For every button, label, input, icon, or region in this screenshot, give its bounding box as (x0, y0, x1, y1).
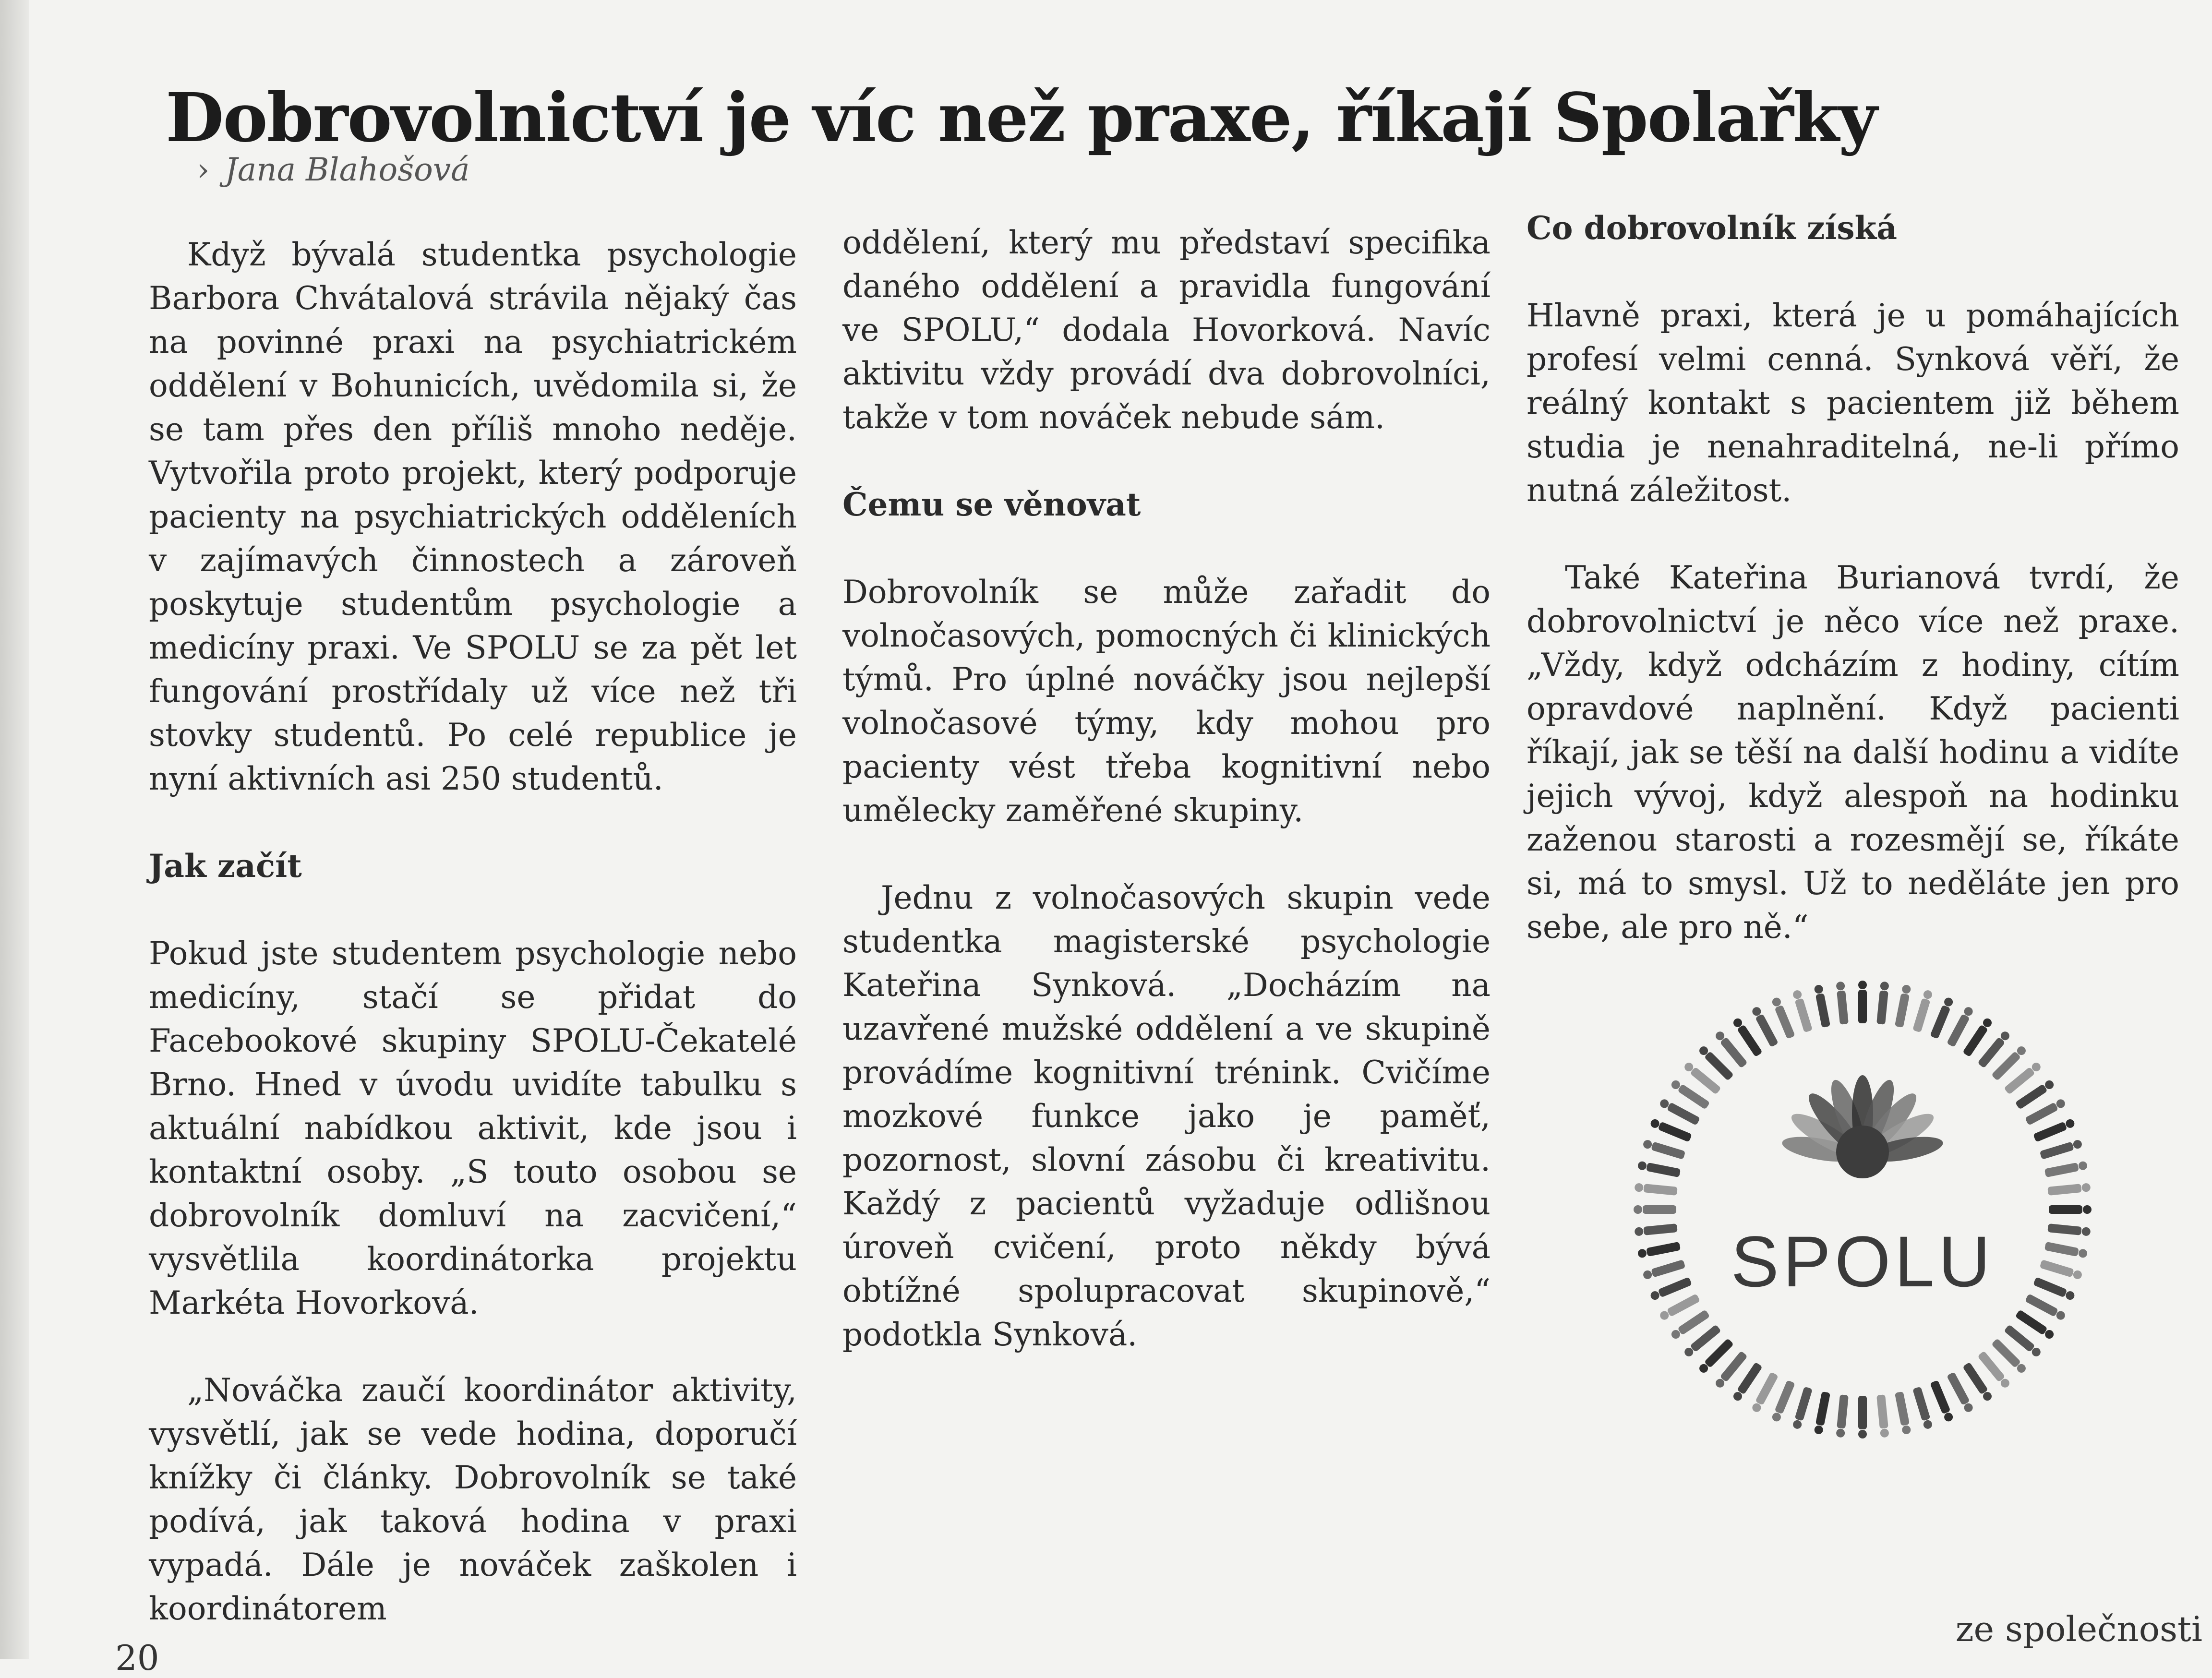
person-figure (1649, 1118, 1692, 1142)
column-3 (1527, 206, 2179, 949)
author-name: Jana Blahošová (225, 151, 470, 188)
paragraph: Také Kateřina Burianová tvrdí, že dobrovolnictví je něco více než praxe. „Vždy, když odcházím z hodiny, cítím opravdové naplnění. Když pacienti říkají, jak se těší na další hodinu a vidíte jejich vývoj, když alespoň na hodinku zaženou starosti a rozesmějí se, říkáte si, má to smysl. Už to neděláte jen pro sebe, ale pro ně.“ (1527, 559, 2179, 946)
paragraph: Hlavně praxi, která je u pomáhajících profesí velmi cenná. Synková věří, že reálný kontakt s pacientem již během studia je nenahraditelná, ne-li přímo nutná záležitost. (1527, 297, 2179, 509)
author-arrow-icon: › (197, 151, 210, 188)
person-figure (1642, 1259, 1685, 1280)
column-1 (149, 233, 797, 1630)
person-figure (1876, 981, 1889, 1024)
person-figure (1814, 1391, 1830, 1435)
author-line (197, 151, 470, 188)
subheading-co-dobrovolnik-ziska: Co dobrovolník získá (1527, 209, 1898, 247)
person-figure (1792, 989, 1813, 1032)
person-figure (1858, 1396, 1867, 1438)
person-figure (1895, 1391, 1911, 1435)
person-figure (1637, 1242, 1681, 1258)
paragraph: Když bývalá studentka psychologie Barbora Chvátalová strávila nějaký čas na povinné praxi na psychiatrickém oddělení v Bohunicích, uvědomila si, že se tam přes den příliš mnoho neděje. Vytvořila proto projekt, který podporuje pacienty na psychiatrických odděleních v zajímavých činnostech a zároveň poskytuje studentům psychologie a medicíny praxi. Ve SPOLU se za pět let fungování prostřídaly už více než tři stovky studentů. Po celé republice je nyní aktivních asi 250 studentů. (149, 236, 797, 797)
person-figure (1792, 1387, 1813, 1430)
paragraph: Dobrovolník se může zařadit do volnočasových, pomocných či klinických týmů. Pro úplné nováčky jsou nejlepší volnočasové týmy, kdy mohou pro pacienty vést třeba kognitivní nebo umělecky zaměřené skupiny. (842, 574, 1491, 829)
person-figure (2044, 1161, 2088, 1177)
subheading-cemu-se-venovat: Čemu se věnovat (842, 486, 1141, 523)
person-figure (2049, 1205, 2092, 1214)
person-figure (1814, 984, 1830, 1028)
people-ring (1634, 981, 2092, 1438)
page-edge (0, 0, 29, 1659)
person-figure (2047, 1183, 2091, 1196)
spolu-logo-icon (1632, 960, 2093, 1459)
person-figure (2033, 1118, 2076, 1142)
palm-center (1836, 1126, 1889, 1178)
paragraph: „Nováčka zaučí koordinátor aktivity, vysvětlí, jak se vede hodina, doporučí knížky či články. Dobrovolník se také podívá, jak taková hodina v praxi vypadá. Dále je nováček zaškolen i koordinátorem (149, 1372, 797, 1627)
person-figure (1649, 1277, 1692, 1301)
person-figure (1642, 1139, 1685, 1160)
paragraph: Pokud jste studentem psychologie nebo medicíny, stačí se přidat do Facebookové skupiny SPOLU-Čekatelé Brno. Hned v úvodu uvidíte tabulku s aktuální nabídkou aktivit, kde jsou i kontaktní osoby. „S touto osobou se dobrovolník domluví na zacvičení,“ vysvětlila koordinátorka projektu Markéta Hovorková. (149, 935, 797, 1321)
logo-text: SPOLU (1731, 1221, 1995, 1302)
person-figure (1836, 981, 1849, 1024)
person-figure (2040, 1139, 2083, 1160)
person-figure (2033, 1277, 2076, 1301)
column-2 (842, 221, 1491, 1356)
hands-icon (1780, 1075, 1945, 1178)
person-figure (2040, 1259, 2083, 1280)
person-figure (1930, 996, 1954, 1039)
person-figure (1634, 1205, 1676, 1214)
person-figure (1912, 1387, 1933, 1430)
paragraph: oddělení, který mu představí specifika daného oddělení a pravidla fungování ve SPOLU,“ dodala Hovorková. Navíc aktivitu vždy provádí dva dobrovolníci, takže v tom nováček nebude sám. (842, 224, 1491, 436)
article-title: Dobrovolnictví je víc než praxe, říkají Spolařky (166, 78, 1876, 157)
section-label: ze společnosti (1955, 1609, 2202, 1649)
person-figure (2044, 1242, 2088, 1258)
person-figure (1876, 1394, 1889, 1438)
person-figure (1634, 1183, 1677, 1196)
spolu-logo-graphic (1632, 960, 2093, 1459)
person-figure (1858, 981, 1867, 1023)
person-figure (1895, 984, 1911, 1028)
subheading-jak-zacit: Jak začít (149, 847, 302, 885)
person-figure (1771, 996, 1795, 1039)
page-number: 20 (115, 1638, 159, 1678)
paragraph: Jednu z volnočasových skupin vede studentka magisterské psychologie Kateřina Synková. „Docházím na uzavřené mužské oddělení a ve skupině provádíme kognitivní trénink. Cvičíme mozkové funkce jako je paměť, pozornost, slovní zásobu či kreativitu. Každý z pacientů vyžaduje odlišnou úroveň cvičení, proto někdy bývá obtížné spolupracovat skupinově,“ podotkla Synková. (842, 879, 1491, 1353)
person-figure (1637, 1161, 1681, 1177)
person-figure (1771, 1380, 1795, 1423)
person-figure (1930, 1380, 1954, 1423)
person-figure (1634, 1223, 1677, 1236)
person-figure (1836, 1394, 1849, 1438)
person-figure (1912, 989, 1933, 1032)
person-figure (2047, 1223, 2091, 1236)
